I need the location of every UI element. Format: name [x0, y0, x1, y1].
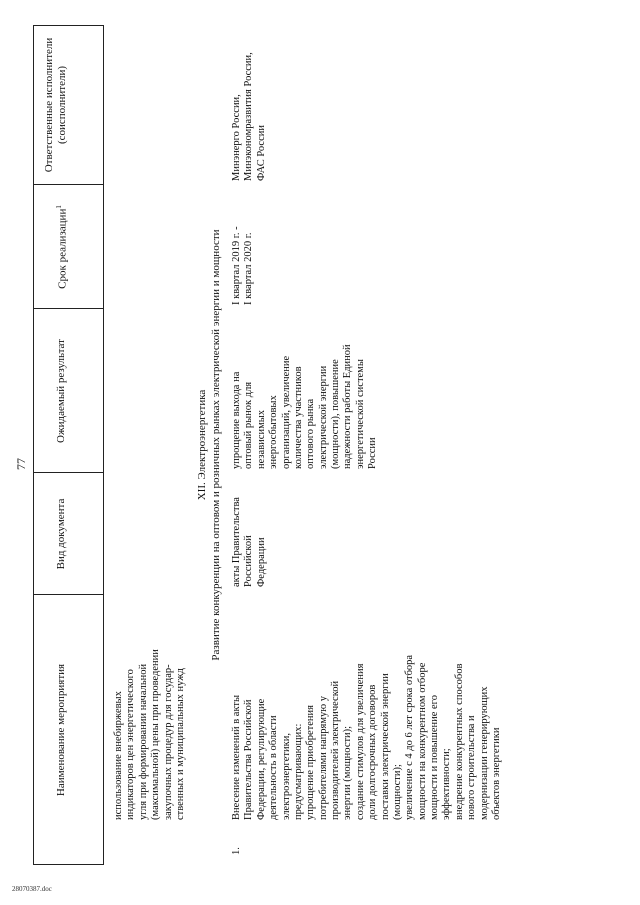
- row-result-line: оптовый рынок для: [243, 381, 255, 469]
- row-result-line: энергетической системы: [354, 359, 366, 469]
- row-name-line: деятельность в области: [268, 715, 280, 820]
- continued-line: угля при формировании начальной: [137, 663, 149, 820]
- col-border-1: [33, 594, 103, 595]
- row-executors: [231, 27, 268, 181]
- table: [33, 25, 593, 865]
- section-title: XII. Электроэнергетика: [196, 389, 208, 501]
- continued-line: индикаторов цен энергетического: [125, 669, 137, 820]
- row-name-line: модернизации генерирующих: [478, 686, 490, 820]
- row-result-line: (мощности), повышение: [330, 359, 341, 469]
- row-name-line: нового строительства и: [466, 715, 478, 820]
- subsection-title: Развитие конкуренции на оптовом и розничных рынках электрической энергии и мощности: [210, 229, 222, 661]
- row-name-line: эффективности;: [441, 748, 453, 820]
- row-result-line: независимых: [255, 409, 267, 469]
- row-name-line: энергии (мощности);: [342, 725, 354, 820]
- row-doc-type-line: Федерации: [255, 537, 267, 587]
- row-name-line: поставки электрической энергии: [379, 673, 391, 820]
- continued-line: закупочных процедур для государ-: [162, 664, 174, 820]
- continued-line: (максимальной) цены при проведении: [150, 649, 162, 820]
- table-top-border: [33, 25, 34, 865]
- row-name-line: потребителями напрямую у: [317, 696, 329, 820]
- row-name-line: упрощение приобретения: [305, 705, 317, 820]
- row-name-line: производителей электрической: [330, 680, 341, 820]
- row-executors-line: Минэкономразвития России,: [243, 52, 255, 181]
- row-name: [231, 595, 503, 820]
- row-deadline: [231, 185, 256, 305]
- row-result-line: надежности работы Единой: [342, 344, 354, 469]
- row-result-line: количества участников: [292, 366, 304, 469]
- row-result-line: энергосбытовых: [268, 395, 280, 469]
- row-deadline-line: I квартал 2019 г. -: [231, 226, 242, 305]
- row-name-line: доли долгосрочных договоров: [367, 684, 379, 820]
- row-name-line: предусматривающих:: [292, 723, 304, 820]
- row-name-line: мощности и повышение его: [429, 695, 440, 820]
- row-name-line: Федерации, регулирующие: [255, 698, 267, 820]
- row-result-line: электрической энергии: [317, 365, 329, 469]
- row-name-line: создание стимулов для увеличения: [354, 663, 366, 820]
- row-name-line: (мощности);: [391, 764, 403, 820]
- row-doc-type: [231, 475, 268, 587]
- header-bottom-border: [103, 25, 104, 865]
- row-executors-line: Минэнерго России,: [231, 94, 242, 181]
- header-name: Наименование мероприятия: [55, 663, 67, 797]
- row-number: 1.: [231, 847, 242, 855]
- continued-text: [113, 600, 187, 820]
- continued-line: использование внебиржевых: [113, 691, 124, 820]
- row-deadline-line: I квартал 2020 г.: [243, 232, 255, 305]
- col-border-right: [33, 25, 103, 26]
- row-result-line: России: [367, 437, 379, 469]
- row-name-line: электроэнергетики,: [280, 733, 292, 820]
- row-name-line: внедрение конкурентных способов: [453, 663, 465, 820]
- row-result-line: организаций, увеличение: [280, 355, 292, 469]
- row-executors-line: ФАС России: [255, 125, 267, 181]
- header-deadline-footnote: 1: [55, 205, 63, 209]
- row-name-line: Внесение изменений в акты: [231, 694, 242, 820]
- row-name-line: объектов энергетики: [490, 727, 502, 820]
- footer-document-code: 28070387.doc: [12, 885, 52, 893]
- header-result: Ожидаемый результат: [55, 339, 67, 443]
- header-deadline: [55, 185, 69, 309]
- row-name-line: Правительства Российской: [243, 699, 255, 820]
- header-doc-type: Вид документа: [55, 498, 67, 570]
- row-result-line: упрощение выхода на: [231, 371, 242, 469]
- continued-line: ственных и муниципальных нужд: [174, 668, 186, 820]
- row-result: [231, 309, 380, 469]
- page-number: 77: [14, 458, 28, 470]
- row-result-line: оптового рынка: [305, 398, 317, 469]
- row-name-line: увеличение с 4 до 6 лет срока отбора: [404, 654, 416, 820]
- row-doc-type-line: акты Правительства: [231, 497, 242, 587]
- header-executors: Ответственные исполнители (соисполнители): [43, 37, 68, 173]
- row-doc-type-line: Российской: [243, 535, 255, 587]
- header-deadline-text: Срок реализации: [56, 208, 69, 289]
- col-border-left: [33, 864, 103, 865]
- row-name-line: мощности на конкурентном отборе: [416, 662, 428, 820]
- col-border-2: [33, 472, 103, 473]
